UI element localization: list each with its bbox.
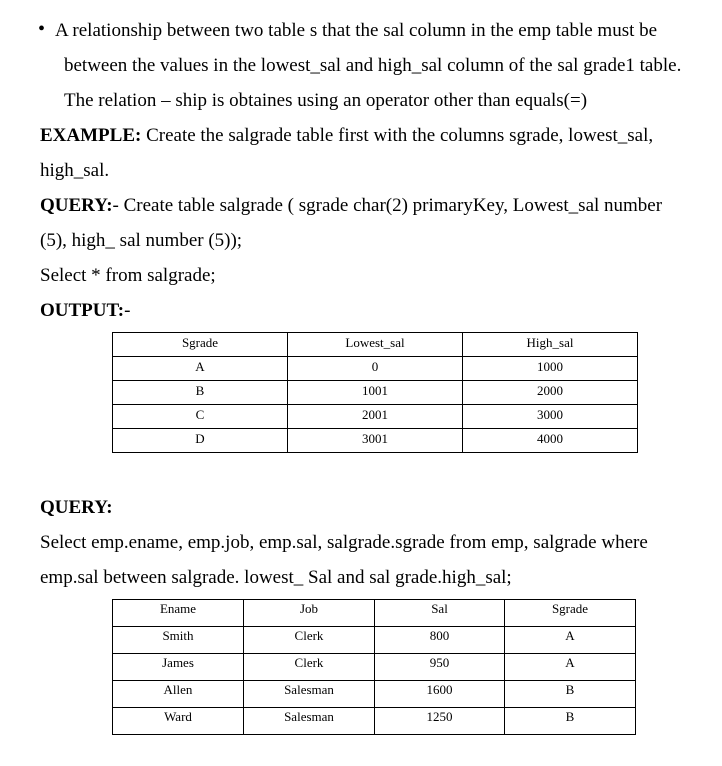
header-ename: Ename xyxy=(113,600,244,627)
query1-text: - Create table salgrade ( sgrade char(2) primaryKey, Lowest_sal number xyxy=(112,195,663,216)
table-cell: 3001 xyxy=(288,429,463,453)
header-lowest-sal: Lowest_sal xyxy=(288,333,463,357)
header-job: Job xyxy=(244,600,375,627)
table-cell: A xyxy=(505,627,636,654)
table-cell: 1001 xyxy=(288,381,463,405)
table-cell: B xyxy=(505,708,636,735)
query2-line-2: emp.sal between salgrade. lowest_ Sal and sal grade.high_sal; xyxy=(40,567,512,588)
example-line-2: high_sal. xyxy=(40,160,110,181)
example-line-1 xyxy=(40,126,653,145)
table-row xyxy=(113,654,636,681)
table-cell: D xyxy=(113,429,288,453)
table-cell: Smith xyxy=(113,627,244,654)
join-result-table xyxy=(112,599,636,735)
output-label: OUTPUT: xyxy=(40,300,125,321)
header-sgrade: Sgrade xyxy=(505,600,636,627)
bullet-point: • xyxy=(38,18,46,40)
table-row xyxy=(113,405,638,429)
query1-label: QUERY: xyxy=(40,195,113,216)
table-cell: B xyxy=(505,681,636,708)
table-cell: Clerk xyxy=(244,654,375,681)
table-row xyxy=(113,627,636,654)
table-cell: 950 xyxy=(375,654,505,681)
table-cell: 1250 xyxy=(375,708,505,735)
table-cell: A xyxy=(505,654,636,681)
header-sal: Sal xyxy=(375,600,505,627)
table-header-row xyxy=(113,333,638,357)
table-cell: B xyxy=(113,381,288,405)
table-cell: 1000 xyxy=(463,357,638,381)
table-cell: Salesman xyxy=(244,681,375,708)
table-header-row xyxy=(113,600,636,627)
table-cell: 2001 xyxy=(288,405,463,429)
salgrade-table xyxy=(112,332,638,453)
table-cell: 3000 xyxy=(463,405,638,429)
query2-line-1: Select emp.ename, emp.job, emp.sal, salgrade.sgrade from emp, salgrade where xyxy=(40,532,648,553)
header-sgrade: Sgrade xyxy=(113,333,288,357)
table-cell: 800 xyxy=(375,627,505,654)
table-cell: A xyxy=(113,357,288,381)
table-cell: Salesman xyxy=(244,708,375,735)
table-row xyxy=(113,357,638,381)
table-cell: 1600 xyxy=(375,681,505,708)
example-label: EXAMPLE: xyxy=(40,125,142,146)
table-cell: Allen xyxy=(113,681,244,708)
output-heading xyxy=(40,301,130,320)
query2-label: QUERY: xyxy=(40,497,113,518)
table-cell: Clerk xyxy=(244,627,375,654)
query1-line-1 xyxy=(40,196,662,215)
paragraph-line-1: A relationship between two table s that the sal column in the emp table must be xyxy=(55,20,658,41)
table-row xyxy=(113,429,638,453)
table-row xyxy=(113,681,636,708)
table-row xyxy=(113,708,636,735)
table-row xyxy=(113,381,638,405)
example-text: Create the salgrade table first with the columns sgrade, lowest_sal, xyxy=(141,125,654,146)
paragraph-line-2: between the values in the lowest_sal and high_sal column of the sal grade1 table. xyxy=(64,55,682,76)
query1-line-2: (5), high_ sal number (5)); xyxy=(40,230,243,251)
table-cell: 2000 xyxy=(463,381,638,405)
header-high-sal: High_sal xyxy=(463,333,638,357)
output-suffix: - xyxy=(124,300,131,321)
paragraph-line-3: The relation – ship is obtaines using an operator other than equals(=) xyxy=(64,90,588,111)
table-cell: C xyxy=(113,405,288,429)
table-cell: James xyxy=(113,654,244,681)
query1-line-3: Select * from salgrade; xyxy=(40,265,216,286)
table-cell: Ward xyxy=(113,708,244,735)
table-cell: 4000 xyxy=(463,429,638,453)
table-cell: 0 xyxy=(288,357,463,381)
